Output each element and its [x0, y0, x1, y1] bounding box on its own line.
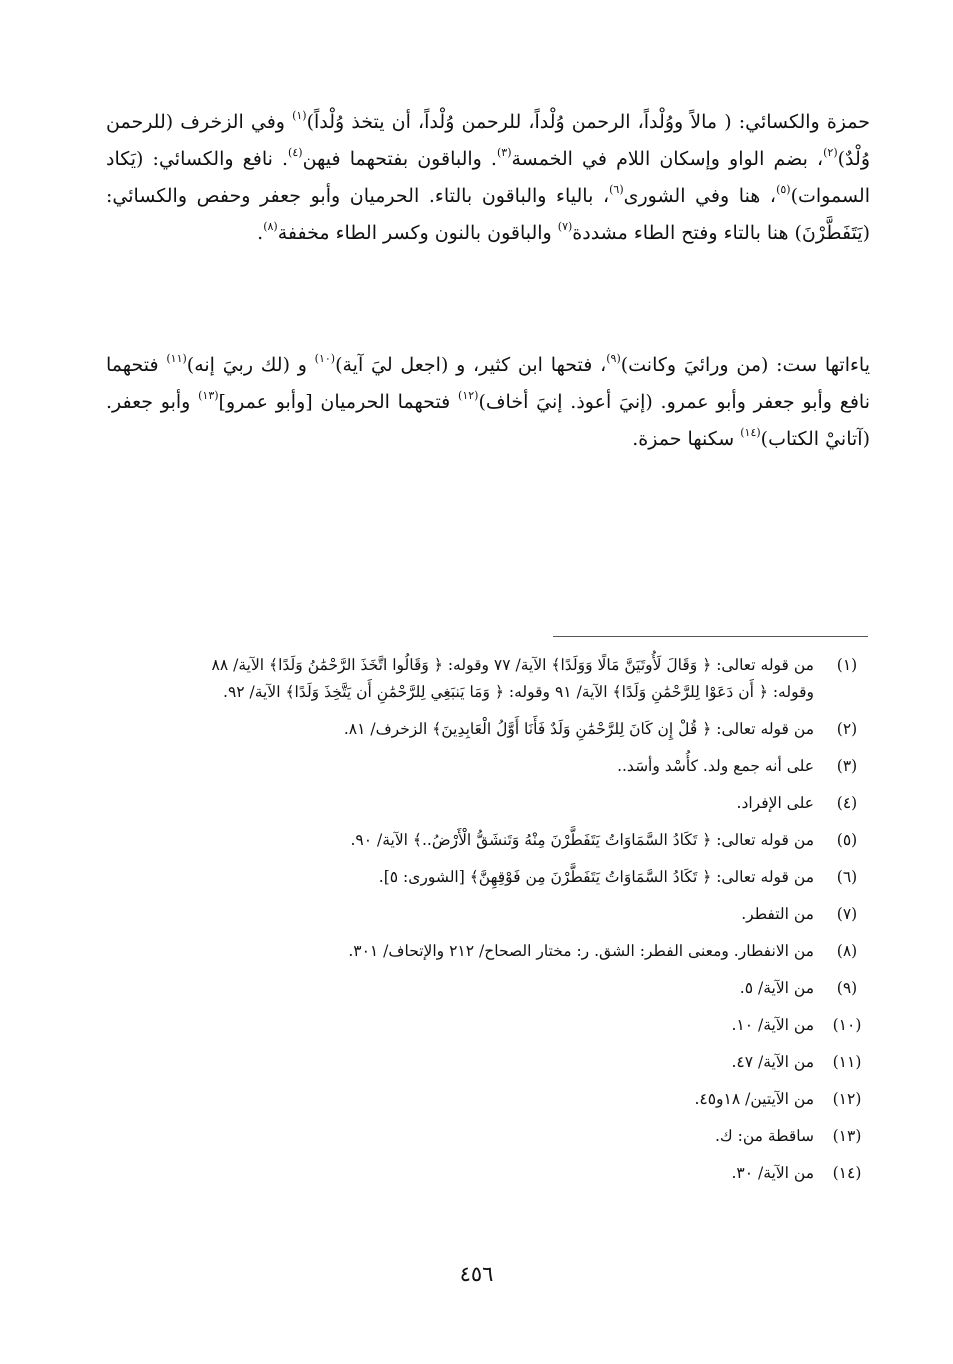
paragraph-text: فتحهما الحرميان [وأبو عمرو]: [218, 391, 459, 413]
footnote-separator: [553, 636, 868, 637]
footnote-text: [104, 652, 814, 706]
footnote-number: (٨): [836, 942, 858, 960]
footnote-item: [104, 652, 880, 706]
footnote-item: [104, 1012, 880, 1039]
footnote-number: (١٢): [832, 1090, 862, 1108]
paragraph-text: فتحهما نافع وأبو جعفر وأبو عمرو. (إنيَ أعوذ. إنيَ أخاف): [106, 354, 870, 413]
footnote-ref: (١٤): [740, 426, 761, 439]
footnote-item: [104, 901, 880, 928]
paragraph-text: ، هنا وفي الشورى: [623, 185, 777, 207]
footnote-ref: (٢): [823, 146, 838, 159]
paragraph-text: وفي الزخرف (للرحمن وُلْدٌ): [106, 111, 870, 170]
footnote-text: ساقطة من: ك.: [714, 1127, 814, 1145]
footnote-item: [104, 753, 880, 780]
paragraph-text: . نافع والكسائي: (يَكاد السموات): [106, 148, 870, 207]
paragraph-text: وأبو جعفر. (آتانيْ الكتاب): [106, 391, 870, 450]
footnote-text: من الآية/ ٣٠.: [731, 1164, 814, 1182]
footnote-ref: (٧): [557, 220, 573, 233]
footnote-number: (٣): [836, 757, 858, 775]
paragraph-text: .: [257, 222, 264, 244]
footnote-number: (٢): [836, 720, 858, 738]
footnote-number: (٤): [836, 794, 858, 812]
footnote-text: من التفطر.: [741, 905, 814, 923]
footnote-text: من قوله تعالى: ﴿ تَكَادُ السَّمَاوَاتُ يَتَفَطَّرْنَ مِنْهُ وَتَنشَقُّ الْأَرْضُ..﴾ الآية/ ٩٠.: [350, 831, 814, 849]
footnote-ref: (٤): [288, 146, 303, 159]
footnote-number: (١١): [832, 1053, 862, 1071]
footnotes-list: [104, 652, 880, 1197]
footnote-text: على الإفراد.: [736, 794, 814, 812]
footnote-item: [104, 864, 880, 891]
footnote-item: [104, 1086, 880, 1113]
footnote-item: [104, 790, 880, 817]
paragraph-text: حمزة والكسائي: ( مالاً ووُلْداً، الرحمن وُلْداً، للرحمن وُلْداً، أن يتخذ وُلْداً): [306, 111, 870, 133]
footnote-number: (٩): [836, 979, 858, 997]
footnote-item: [104, 827, 880, 854]
footnote-item: [104, 975, 880, 1002]
footnote-number: (٧): [836, 905, 858, 923]
footnote-ref: (١١): [166, 352, 187, 365]
footnote-line: وقوله: ﴿ أَن دَعَوْا لِلرَّحْمَٰنِ وَلَدًا﴾ الآية/ ٩١ وقوله: ﴿ وَمَا يَنبَغِي لِلرَّحْمَٰنِ أَن يَتَّخِذَ وَلَدًا﴾ الآية/ ٩٢.: [223, 683, 814, 701]
footnote-ref: (٥): [776, 183, 791, 196]
footnote-ref: (٨): [263, 220, 278, 233]
paragraph-text: ، بالياء والباقون بالتاء. الحرميان وأبو جعفر وحفص والكسائي: (يَتَفَطَّرْنَ) هنا بالتاء وفتح الطاء مشددة: [106, 185, 870, 244]
footnote-ref: (٣): [496, 146, 512, 159]
paragraph-text: ، فتحها ابن كثير، و (اجعل ليَ آية): [335, 354, 607, 376]
paragraph-text: ياءاتها ست: (من ورائيَ وكانت): [620, 354, 871, 376]
paragraph-text: والباقون بالنون وكسر الطاء مخففة: [277, 222, 558, 244]
footnote-text: من الانفطار. ومعنى الفطر: الشق. ر: مختار الصحاح/ ٢١٢ والإتحاف/ ٣٠١.: [348, 942, 814, 960]
footnote-text: على أنه جمع ولد. كأُسْد وأسَد..: [617, 757, 814, 775]
footnote-line: من قوله تعالى: ﴿ وَقَالَ لَأُوتَيَنَّ مَالًا وَوَلَدًا﴾ الآية/ ٧٧ وقوله: ﴿ وَقَالُوا اتَّخَذَ الرَّحْمَٰنُ وَلَدًا﴾ الآية/ ٨٨: [211, 656, 814, 674]
paragraph-text: و (لك ربيَ إنه): [186, 354, 315, 376]
footnote-text: من قوله تعالى: ﴿ قُلْ إِن كَانَ لِلرَّحْمَٰنِ وَلَدٌ فَأَنَا أَوَّلُ الْعَابِدِينَ﴾ الزخرف/ ٨١.: [343, 720, 814, 738]
footnote-ref: (١٣): [198, 389, 219, 402]
footnote-ref: (١): [292, 109, 307, 122]
footnote-item: [104, 1123, 880, 1150]
body-paragraph-2: [106, 347, 870, 458]
paragraph-text: . والباقون بفتحهما فيهن: [302, 148, 497, 170]
footnote-item: [104, 938, 880, 965]
footnote-number: (١): [836, 656, 858, 674]
footnote-number: (١٠): [832, 1016, 862, 1034]
footnote-ref: (١٢): [458, 389, 479, 402]
footnote-text: من الآية/ ١٠.: [731, 1016, 814, 1034]
footnote-ref: (٦): [609, 183, 624, 196]
footnote-text: من الآية/ ٥.: [739, 979, 814, 997]
footnote-text: من الآية/ ٤٧.: [731, 1053, 814, 1071]
footnote-item: [104, 716, 880, 743]
footnote-ref: (١٠): [314, 352, 336, 365]
footnote-text: من الآيتين/ ١٨و٤٥.: [694, 1090, 814, 1108]
footnote-item: [104, 1160, 880, 1187]
paragraph-text: ، بضم الواو وإسكان اللام في الخمسة: [511, 148, 824, 170]
footnote-number: (٥): [836, 831, 858, 849]
footnote-ref: (٩): [606, 352, 621, 365]
footnote-number: (٦): [836, 868, 858, 886]
footnote-number: (١٤): [832, 1164, 862, 1182]
footnote-text: من قوله تعالى: ﴿ تَكَادُ السَّمَاوَاتُ يَتَفَطَّرْنَ مِن فَوْقِهِنَّ﴾ [الشورى: ٥].: [378, 868, 814, 886]
body-paragraph-1: [106, 104, 870, 252]
footnote-number: (١٣): [832, 1127, 862, 1145]
footnote-item: [104, 1049, 880, 1076]
paragraph-text: سكنها حمزة.: [632, 428, 741, 450]
page-number: ٤٥٦: [459, 1262, 494, 1286]
